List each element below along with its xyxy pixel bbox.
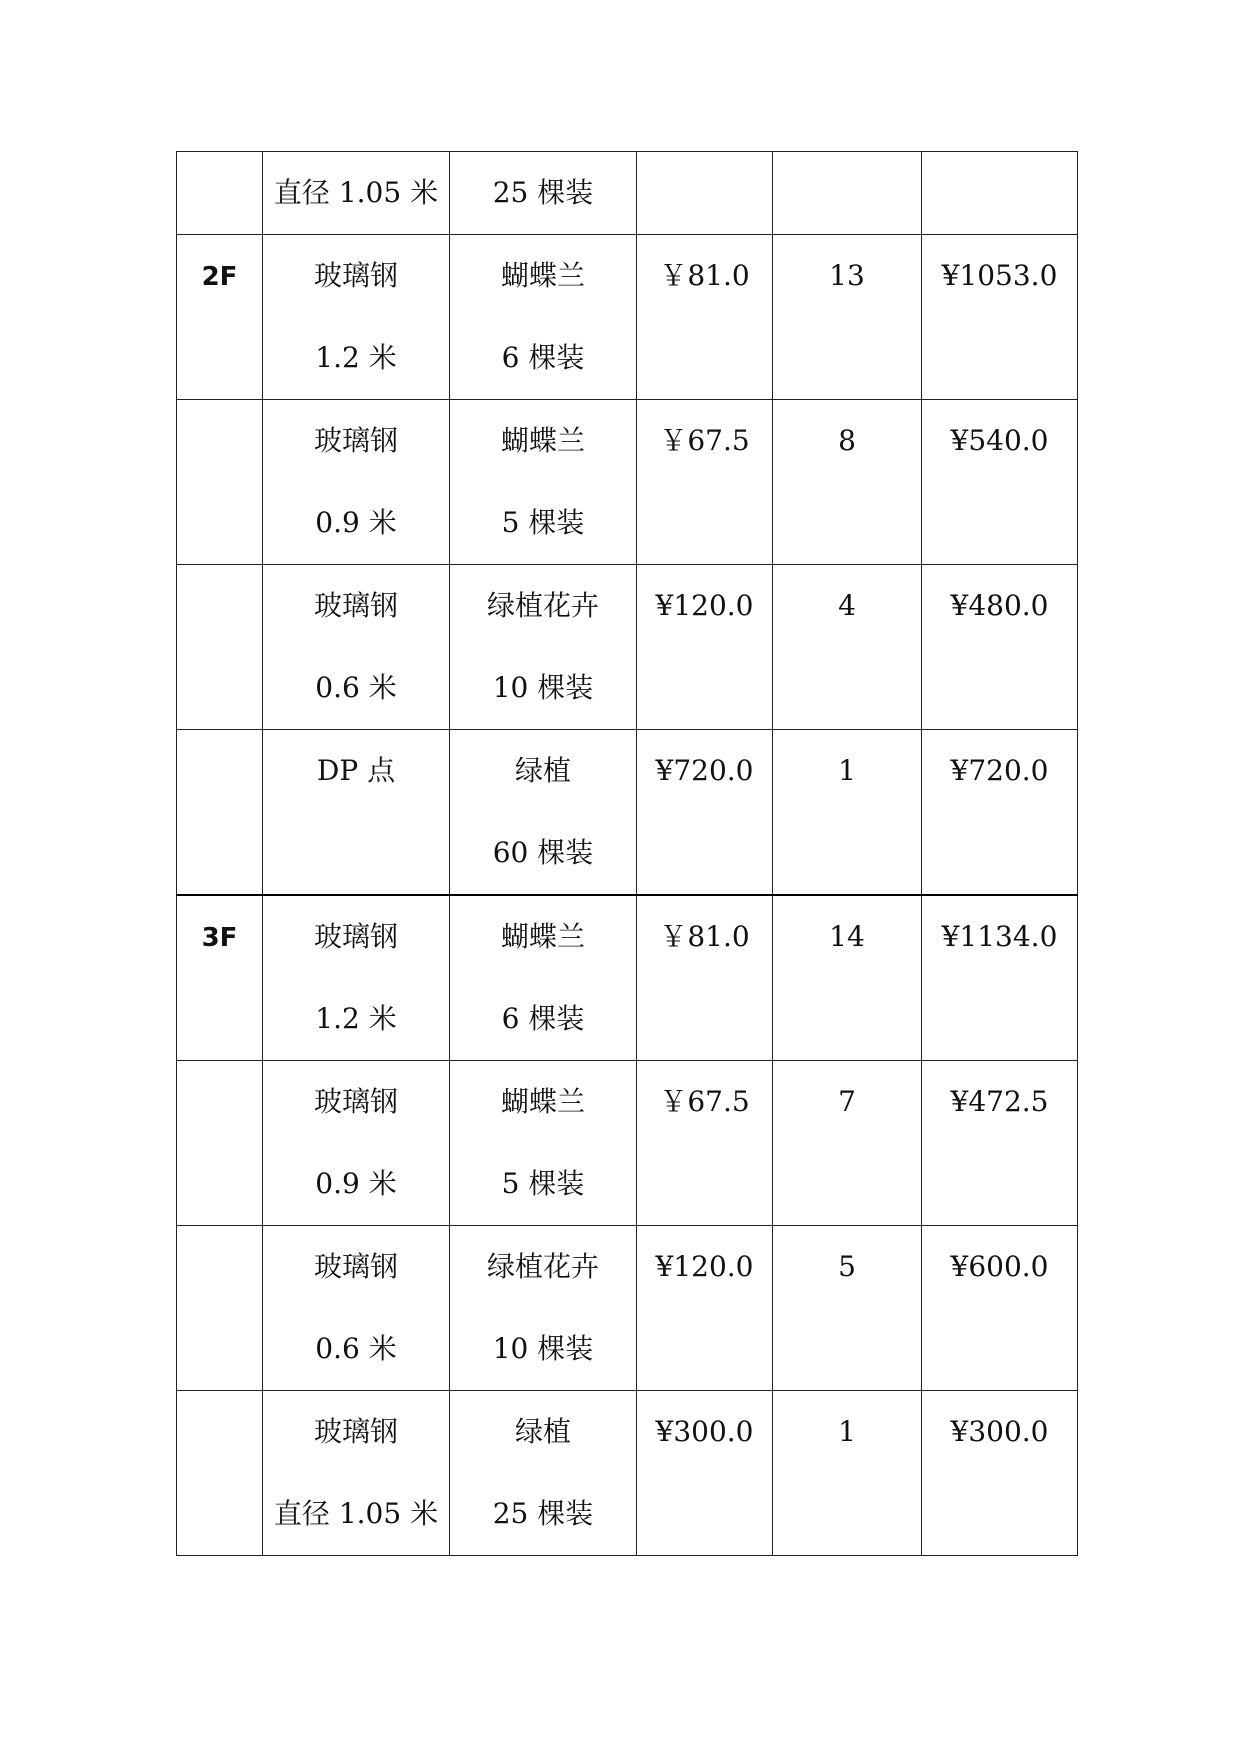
table-row — [177, 730, 1078, 896]
material-cell — [263, 730, 450, 896]
table-row — [177, 1226, 1078, 1391]
material-size: 1.2 米 — [315, 1002, 397, 1035]
price-cell: ¥120.0 — [637, 1226, 773, 1391]
plant-cell — [450, 895, 637, 1061]
material-name: 玻璃钢 — [313, 424, 398, 457]
qty-cell: 1 — [773, 730, 922, 896]
material-size: 直径 1.05 米 — [273, 176, 439, 209]
table-row — [177, 400, 1078, 565]
price-table — [176, 151, 1078, 1556]
material-name: 玻璃钢 — [313, 1085, 398, 1118]
qty-cell: 7 — [773, 1061, 922, 1226]
floor-cell: 3F — [177, 895, 263, 1061]
total-cell: ¥480.0 — [922, 565, 1078, 730]
plant-count: 6 棵装 — [501, 341, 585, 374]
plant-name: 绿植 — [514, 1415, 571, 1448]
table-row — [177, 565, 1078, 730]
material-size: 1.2 米 — [315, 341, 397, 374]
price-cell — [637, 152, 773, 235]
total-cell: ¥540.0 — [922, 400, 1078, 565]
material-cell — [263, 1391, 450, 1556]
qty-cell: 8 — [773, 400, 922, 565]
qty-cell: 13 — [773, 235, 922, 400]
total-cell — [922, 152, 1078, 235]
plant-count: 25 棵装 — [492, 1497, 594, 1530]
material-name: 玻璃钢 — [313, 920, 398, 953]
qty-cell: 1 — [773, 1391, 922, 1556]
plant-name: 绿植花卉 — [486, 589, 599, 622]
qty-cell: 14 — [773, 895, 922, 1061]
total-cell: ¥1053.0 — [922, 235, 1078, 400]
total-cell: ¥600.0 — [922, 1226, 1078, 1391]
material-size: 0.9 米 — [315, 506, 397, 539]
material-cell — [263, 1226, 450, 1391]
total-cell: ¥300.0 — [922, 1391, 1078, 1556]
total-cell: ¥720.0 — [922, 730, 1078, 896]
material-cell — [263, 152, 450, 235]
material-name: 玻璃钢 — [313, 1250, 398, 1283]
material-cell — [263, 400, 450, 565]
plant-cell — [450, 400, 637, 565]
material-cell — [263, 565, 450, 730]
floor-cell: 2F — [177, 235, 263, 400]
plant-name: 绿植 — [514, 754, 571, 787]
material-name: 玻璃钢 — [313, 1415, 398, 1448]
plant-cell — [450, 235, 637, 400]
material-size: 0.6 米 — [315, 1332, 397, 1365]
floor-cell — [177, 1226, 263, 1391]
table-row — [177, 235, 1078, 400]
material-cell — [263, 235, 450, 400]
price-cell: ￥81.0 — [637, 235, 773, 400]
floor-cell — [177, 1061, 263, 1226]
qty-cell: 4 — [773, 565, 922, 730]
floor-cell — [177, 730, 263, 896]
price-cell: ¥300.0 — [637, 1391, 773, 1556]
plant-cell — [450, 1061, 637, 1226]
price-cell: ¥120.0 — [637, 565, 773, 730]
floor-cell — [177, 1391, 263, 1556]
plant-count: 6 棵装 — [501, 1002, 585, 1035]
plant-name: 蝴蝶兰 — [500, 424, 585, 457]
plant-count: 60 棵装 — [492, 836, 594, 869]
material-cell — [263, 1061, 450, 1226]
material-cell — [263, 895, 450, 1061]
material-name: 玻璃钢 — [313, 589, 398, 622]
table-row — [177, 152, 1078, 235]
price-cell: ￥67.5 — [637, 400, 773, 565]
plant-cell — [450, 1226, 637, 1391]
price-cell: ¥720.0 — [637, 730, 773, 896]
plant-name: 蝴蝶兰 — [500, 920, 585, 953]
total-cell: ¥1134.0 — [922, 895, 1078, 1061]
plant-cell — [450, 565, 637, 730]
material-name: 玻璃钢 — [313, 259, 398, 292]
total-cell: ¥472.5 — [922, 1061, 1078, 1226]
material-size: 0.6 米 — [315, 671, 397, 704]
table-row — [177, 1061, 1078, 1226]
plant-cell — [450, 730, 637, 896]
plant-count: 5 棵装 — [501, 1167, 585, 1200]
floor-cell — [177, 152, 263, 235]
floor-cell — [177, 400, 263, 565]
plant-cell — [450, 152, 637, 235]
plant-count: 10 棵装 — [492, 1332, 594, 1365]
plant-cell — [450, 1391, 637, 1556]
plant-name: 绿植花卉 — [486, 1250, 599, 1283]
plant-count: 10 棵装 — [492, 671, 594, 704]
table-row — [177, 1391, 1078, 1556]
plant-name: 蝴蝶兰 — [500, 1085, 585, 1118]
price-cell: ￥81.0 — [637, 895, 773, 1061]
material-name: DP 点 — [316, 754, 396, 787]
plant-count: 5 棵装 — [501, 506, 585, 539]
table-row — [177, 895, 1078, 1061]
plant-count: 25 棵装 — [492, 176, 594, 209]
plant-name: 蝴蝶兰 — [500, 259, 585, 292]
floor-cell — [177, 565, 263, 730]
qty-cell: 5 — [773, 1226, 922, 1391]
qty-cell — [773, 152, 922, 235]
material-size: 直径 1.05 米 — [273, 1497, 439, 1530]
material-size: 0.9 米 — [315, 1167, 397, 1200]
price-cell: ￥67.5 — [637, 1061, 773, 1226]
